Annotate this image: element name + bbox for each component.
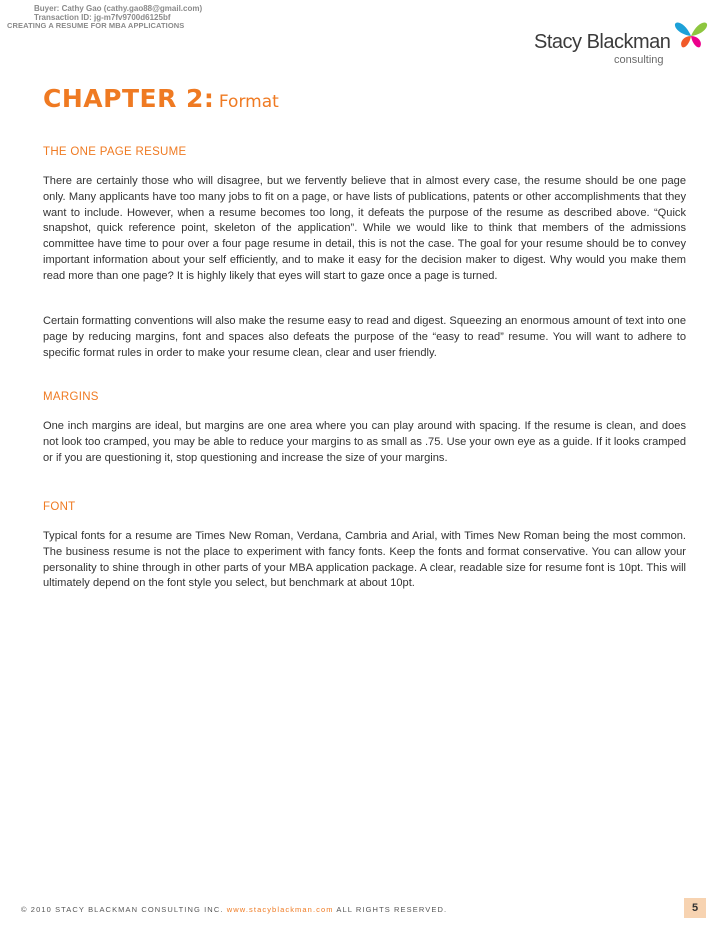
- heading-one-page-resume: THE ONE PAGE RESUME: [43, 146, 187, 158]
- paragraph-one-page-2: Certain formatting conventions will also make the resume easy to read and digest. Squeezing an enormous amount of text into one page by reducing margins, font and spaces also defeats the purpose of the “easy to read” resume. You will want to adhere to specific format rules in order to make your resume clean, clear and user friendly.: [43, 315, 686, 359]
- transaction-line: Transaction ID: jg-m7fv9700d6125bf: [34, 13, 171, 22]
- chapter-heading: [43, 84, 279, 113]
- footer-url-link[interactable]: www.stacyblackman.com: [226, 905, 334, 914]
- buyer-watermark: [34, 4, 202, 22]
- chapter-title: Format: [218, 92, 279, 112]
- document-title: CREATING A RESUME FOR MBA APPLICATIONS: [7, 21, 185, 30]
- page-number: 5: [684, 898, 706, 918]
- paragraph-font: Typical fonts for a resume are Times New Roman, Verdana, Cambria and Arial, with Times New Roman being the most common. The business resume is not the place to experiment with fancy fonts. Keep the fonts and format conservative. You can allow your personality to shine through in other parts of your MBA application package. A clear, readable size for resume font is 10pt. This will ultimately depend on the font style you select, but benchmark at about 10pt.: [43, 530, 686, 590]
- buyer-line: Buyer: Cathy Gao (cathy.gao88@gmail.com): [34, 4, 203, 13]
- footer-copyright: © 2010 STACY BLACKMAN CONSULTING INC.: [21, 905, 224, 914]
- footer-rights: ALL RIGHTS RESERVED.: [336, 905, 448, 914]
- page-footer: [21, 905, 447, 914]
- company-logo: [534, 20, 714, 70]
- butterfly-icon: [674, 20, 708, 50]
- paragraph-one-page-1: There are certainly those who will disagree, but we fervently believe that in almost every case, the resume should be one page only. Many applicants have too many jobs to fit on a page, or have lists of publications, patents or other accomplishments that they want to include. However, when a resume becomes too long, it defeats the purpose of the resume as described above. “Quick snapshot, quick reference point, skeleton of the application”. While we would like to think that members of the admissions committee have time to pour over a four page resume in detail, this is not the case. The goal for your resume should be to convey important information about your self efficiently, and to make it easy for the decision maker to digest. Why would you make them read more than one page? It is highly likely that eyes will start to gaze once a page is turned.: [43, 175, 686, 282]
- chapter-number: CHAPTER 2:: [43, 84, 215, 113]
- heading-margins: MARGINS: [43, 391, 99, 403]
- logo-name: Stacy Blackman: [534, 31, 671, 53]
- heading-font: FONT: [43, 501, 76, 513]
- logo-subtitle: consulting: [614, 54, 664, 66]
- paragraph-margins: One inch margins are ideal, but margins are one area where you can play around with spacing. If the resume is clean, and does not look too cramped, you may be able to reduce your margins to as small as .75. Use your own eye as a guide. If it looks cramped or if you are questioning it, stop questioning and increase the size of your margins.: [43, 420, 686, 464]
